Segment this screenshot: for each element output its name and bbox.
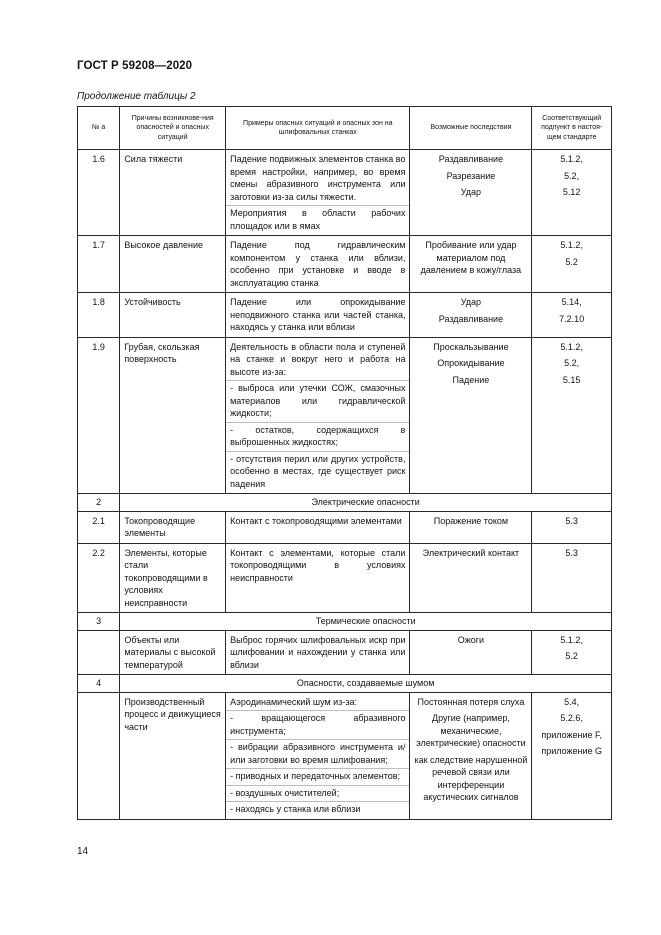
example-text: Мероприятия в области рабочих площадок или в ямах bbox=[226, 205, 409, 232]
consequence-item: Удар bbox=[460, 187, 482, 197]
section-row bbox=[78, 675, 612, 693]
row-number: 1.9 bbox=[78, 337, 120, 494]
hazard-example: Контакт с токопроводящими элементами bbox=[226, 511, 410, 543]
reference-item: 5.14, bbox=[561, 297, 582, 307]
hazard-example: Падение под гидравлическим компонентом у станка или вблизи, особенно при установке и вводе в эксплуатацию станка bbox=[226, 236, 410, 293]
section-title: Опасности, создаваемые шумом bbox=[120, 675, 612, 693]
row-number: 2.1 bbox=[78, 511, 120, 543]
reference-item: 5.2, bbox=[564, 170, 580, 181]
reference-item: 5.4, bbox=[564, 696, 580, 707]
row-number: 1.7 bbox=[78, 236, 120, 293]
consequence-item: Проскальзывание bbox=[433, 341, 509, 352]
example-text: - остатков, содержащихся в выброшенных жидкостях; bbox=[226, 422, 409, 449]
hazard-example bbox=[226, 337, 410, 494]
table-header-row bbox=[78, 107, 612, 150]
reference bbox=[532, 150, 612, 236]
table-row bbox=[78, 630, 612, 675]
example-text: - вибрации абразивного инструмента и/или заготовки во время шлифования; bbox=[226, 739, 409, 766]
row-number: 2.2 bbox=[78, 543, 120, 613]
col-header-consequences: Возможные последствия bbox=[410, 107, 532, 150]
row-number bbox=[78, 692, 120, 819]
reference: 5.3 bbox=[532, 511, 612, 543]
reference bbox=[532, 337, 612, 494]
reference bbox=[532, 630, 612, 675]
hazard-example: Выброс горячих шлифовальных искр при шлифовании и нахождении у станка или вблизи bbox=[226, 630, 410, 675]
row-number: 1.6 bbox=[78, 150, 120, 236]
table-row bbox=[78, 692, 612, 819]
reference-item: приложение G bbox=[541, 746, 603, 756]
col-header-examples: Примеры опасных ситуаций и опасных зон на шлифовальных станках bbox=[226, 107, 410, 150]
hazard-example bbox=[226, 150, 410, 236]
table-row bbox=[78, 150, 612, 236]
section-number: 4 bbox=[78, 675, 120, 693]
consequence-item: Другие (например, механические, электрические) опасности bbox=[416, 713, 526, 748]
hazard-cause: Грубая, скользкая поверхность bbox=[120, 337, 226, 494]
section-title: Электрические опасности bbox=[120, 494, 612, 512]
hazard-example: Падение или опрокидывание неподвижного станка или частей станка, находясь у станка или вблизи bbox=[226, 293, 410, 338]
hazard-cause: Токопроводящие элементы bbox=[120, 511, 226, 543]
example-text: Падение подвижных элементов станка во время настройки, например, во время смены абразивного инструмента или заготовки из-за силы тяжести. bbox=[230, 154, 406, 202]
consequence-item: Раздавливание bbox=[438, 313, 504, 324]
example-text: - выброса или утечки СОЖ, смазочных материалов или гидравлической жидкости; bbox=[226, 380, 409, 420]
example-text: - отсутствия перил или других устройств, особенно в местах, где существует риск падения bbox=[226, 451, 409, 491]
reference-item: 5.1.2, bbox=[560, 240, 583, 250]
col-header-cause: Причины возникнове-ния опасностей и опасных ситуаций bbox=[120, 107, 226, 150]
section-number: 3 bbox=[78, 613, 120, 631]
reference-item: 5.2 bbox=[565, 256, 578, 267]
section-title: Термические опасности bbox=[120, 613, 612, 631]
section-row bbox=[78, 613, 612, 631]
hazard-example: Контакт с элементами, которые стали токопроводящими в условиях неисправности bbox=[226, 543, 410, 613]
standard-number: ГОСТ Р 59208—2020 bbox=[77, 60, 193, 72]
reference-item: 7.2.10 bbox=[559, 313, 585, 324]
example-text: Деятельность в области пола и ступеней на станке и вокруг него и работа на высоте из-за: bbox=[230, 341, 406, 377]
example-text: - приводных и передаточных элементов; bbox=[226, 768, 409, 783]
hazards-table bbox=[77, 106, 612, 820]
reference-item: 5.2.6, bbox=[560, 713, 583, 723]
reference-item: 5.15 bbox=[562, 374, 581, 385]
hazard-cause: Элементы, которые стали токопроводящими в условиях неисправности bbox=[120, 543, 226, 613]
table-row bbox=[78, 543, 612, 613]
example-text: - вращающегося абразивного инструмента; bbox=[226, 710, 409, 737]
col-header-number: № а bbox=[78, 107, 120, 150]
hazard-cause: Объекты или материалы с высокой температурой bbox=[120, 630, 226, 675]
hazard-cause: Производственный процесс и движущиеся части bbox=[120, 692, 226, 819]
row-number bbox=[78, 630, 120, 675]
table-row bbox=[78, 293, 612, 338]
section-number: 2 bbox=[78, 494, 120, 512]
reference-item: 5.1.2, bbox=[560, 341, 583, 352]
hazard-cause: Сила тяжести bbox=[120, 150, 226, 236]
page-number: 14 bbox=[77, 846, 89, 857]
consequences: Пробивание или удар материалом под давлением в кожу/глаза bbox=[410, 236, 532, 293]
reference-item: приложение F, bbox=[541, 729, 603, 740]
consequences bbox=[410, 337, 532, 494]
hazard-cause: Устойчивость bbox=[120, 293, 226, 338]
consequence-item: Удар bbox=[460, 297, 482, 307]
hazard-cause: Высокое давление bbox=[120, 236, 226, 293]
reference bbox=[532, 692, 612, 819]
row-number: 1.8 bbox=[78, 293, 120, 338]
consequences: Ожоги bbox=[410, 630, 532, 675]
reference-item: 5.2, bbox=[564, 358, 580, 368]
reference: 5.3 bbox=[532, 543, 612, 613]
section-row bbox=[78, 494, 612, 512]
col-header-reference: Соответствующий подпункт в настоя-щем стандарте bbox=[532, 107, 612, 150]
table-row bbox=[78, 511, 612, 543]
consequences bbox=[410, 150, 532, 236]
consequence-item: как следствие нарушенной речевой связи или интерференции акустических сигналов bbox=[414, 754, 528, 802]
table-continuation-caption: Продолжение таблицы 2 bbox=[77, 91, 196, 102]
example-text: Аэродинамический шум из-за: bbox=[230, 696, 357, 707]
consequences: Электрический контакт bbox=[410, 543, 532, 613]
table-row bbox=[78, 236, 612, 293]
consequence-item: Падение bbox=[452, 374, 490, 385]
example-text: - воздушных очистителей; bbox=[226, 785, 409, 800]
hazard-example bbox=[226, 692, 410, 819]
consequence-item: Разрезание bbox=[446, 170, 496, 181]
consequence-item: Постоянная потеря слуха bbox=[417, 696, 525, 707]
example-text: - находясь у станка или вблизи bbox=[226, 801, 409, 816]
reference-item: 5.1.2, bbox=[560, 154, 583, 164]
reference bbox=[532, 293, 612, 338]
table-row bbox=[78, 337, 612, 494]
consequences bbox=[410, 692, 532, 819]
consequence-item: Раздавливание bbox=[438, 154, 504, 164]
reference-item: 5.12 bbox=[562, 187, 581, 197]
consequences: Поражение током bbox=[410, 511, 532, 543]
consequences bbox=[410, 293, 532, 338]
reference-item: 5.1.2, bbox=[560, 634, 583, 645]
reference bbox=[532, 236, 612, 293]
reference-item: 5.2 bbox=[565, 651, 578, 661]
consequence-item: Опрокидывание bbox=[437, 358, 505, 368]
